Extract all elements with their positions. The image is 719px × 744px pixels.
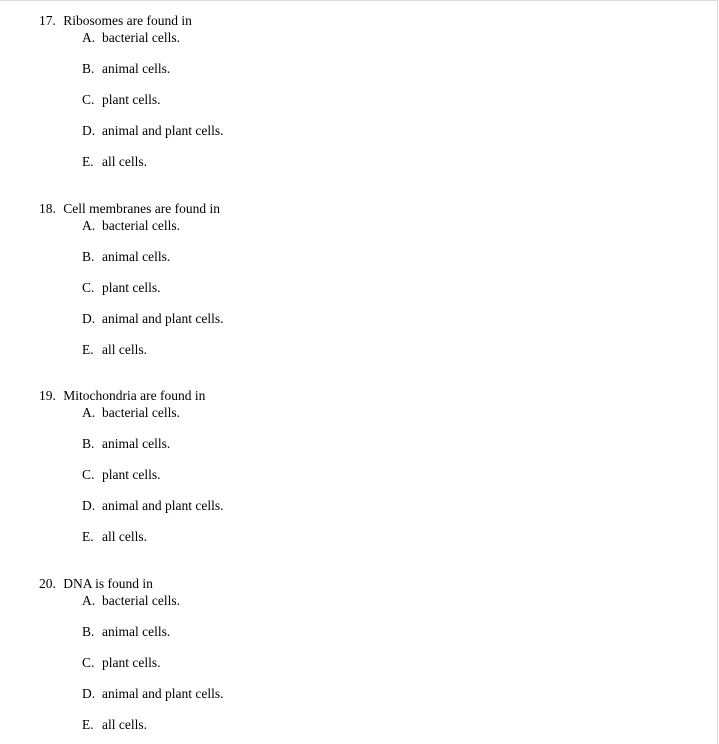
answer-option-e (82, 528, 147, 546)
option-text: animal and plant cells. (102, 686, 224, 701)
option-letter: B. (82, 61, 95, 76)
option-letter: B. (82, 249, 95, 264)
answer-option-c (82, 279, 160, 297)
option-text: bacterial cells. (102, 30, 180, 45)
question-stem (39, 12, 679, 30)
question-stem (39, 575, 679, 593)
question-18 (39, 200, 679, 357)
answer-option-e (82, 716, 147, 734)
answer-option-a (82, 592, 180, 610)
option-text: animal cells. (102, 624, 171, 639)
question-stem (39, 200, 679, 218)
answer-option-b (82, 435, 170, 453)
question-number: 18. (39, 201, 56, 216)
answer-option-e (82, 341, 147, 359)
option-text: plant cells. (102, 280, 161, 295)
option-text: all cells. (102, 717, 147, 732)
question-stem (39, 387, 679, 405)
question-number: 17. (39, 13, 56, 28)
option-text: animal cells. (102, 61, 171, 76)
option-letter: D. (82, 498, 96, 513)
question-text: DNA is found in (63, 576, 153, 591)
option-letter: E. (82, 529, 94, 544)
answer-option-e (82, 153, 147, 171)
option-text: plant cells. (102, 467, 161, 482)
question-number: 19. (39, 388, 56, 403)
answer-option-d (82, 497, 223, 515)
option-text: animal and plant cells. (102, 123, 224, 138)
answer-option-a (82, 29, 180, 47)
option-letter: A. (82, 218, 96, 233)
option-letter: B. (82, 436, 95, 451)
answer-option-c (82, 654, 160, 672)
answer-option-b (82, 623, 170, 641)
option-letter: C. (82, 467, 95, 482)
answer-option-d (82, 310, 223, 328)
option-text: animal and plant cells. (102, 498, 224, 513)
option-letter: A. (82, 30, 96, 45)
option-text: plant cells. (102, 655, 161, 670)
option-letter: D. (82, 123, 96, 138)
answer-option-a (82, 217, 180, 235)
option-text: bacterial cells. (102, 593, 180, 608)
answer-option-b (82, 248, 170, 266)
option-letter: E. (82, 154, 94, 169)
question-17 (39, 12, 679, 169)
question-number: 20. (39, 576, 56, 591)
question-text: Cell membranes are found in (63, 201, 220, 216)
question-20 (39, 575, 679, 732)
option-letter: A. (82, 593, 96, 608)
option-text: all cells. (102, 342, 147, 357)
option-text: animal cells. (102, 249, 171, 264)
answer-option-b (82, 60, 170, 78)
answer-option-c (82, 466, 160, 484)
option-text: bacterial cells. (102, 218, 180, 233)
option-letter: C. (82, 655, 95, 670)
option-text: animal cells. (102, 436, 171, 451)
option-text: bacterial cells. (102, 405, 180, 420)
option-letter: E. (82, 342, 94, 357)
option-letter: A. (82, 405, 96, 420)
answer-option-a (82, 404, 180, 422)
option-letter: C. (82, 280, 95, 295)
option-letter: D. (82, 311, 96, 326)
option-text: all cells. (102, 154, 147, 169)
option-letter: D. (82, 686, 96, 701)
answer-option-c (82, 91, 160, 109)
option-text: animal and plant cells. (102, 311, 224, 326)
question-19 (39, 387, 679, 544)
option-text: plant cells. (102, 92, 161, 107)
option-letter: B. (82, 624, 95, 639)
question-text: Ribosomes are found in (63, 13, 192, 28)
option-letter: E. (82, 717, 94, 732)
answer-option-d (82, 685, 223, 703)
question-text: Mitochondria are found in (63, 388, 206, 403)
answer-option-d (82, 122, 223, 140)
option-text: all cells. (102, 529, 147, 544)
option-letter: C. (82, 92, 95, 107)
